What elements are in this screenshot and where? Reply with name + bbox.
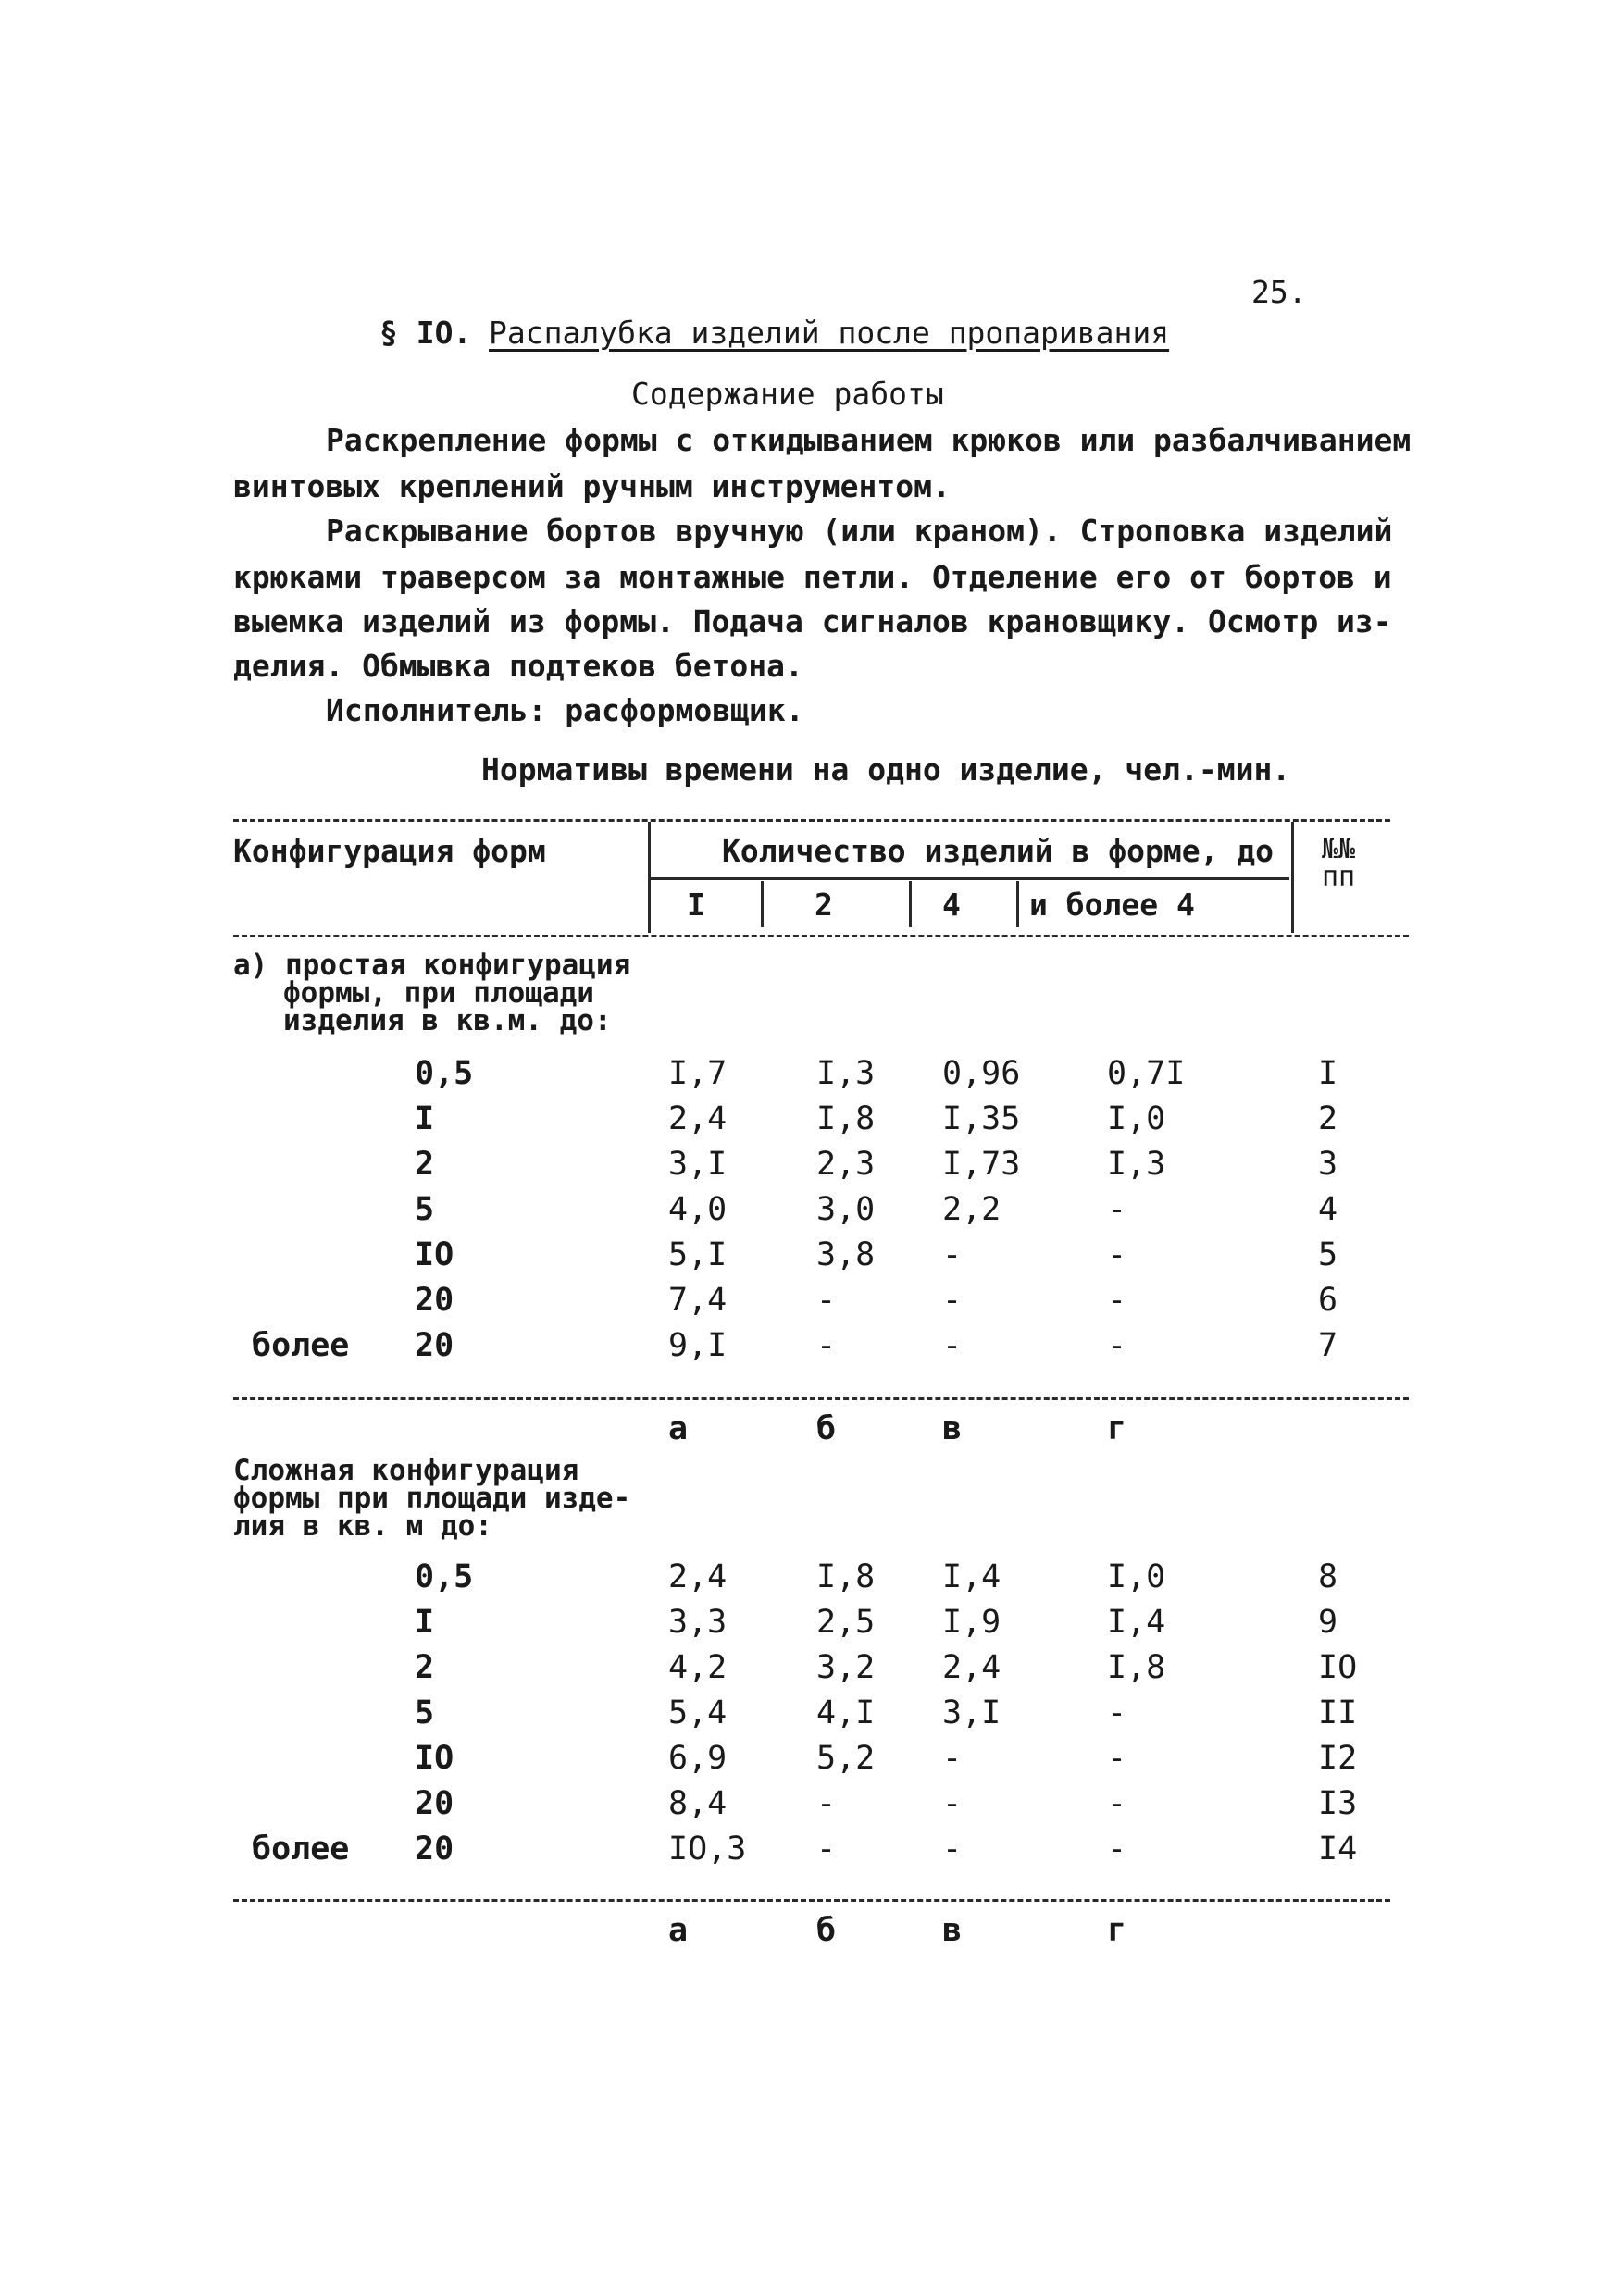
table-caption: Нормативы времени на одно изделие, чел.-мин. [481, 751, 1291, 788]
row-value-1: 5,4 [668, 1694, 728, 1731]
row-area: 20 [415, 1785, 454, 1822]
row-number: 9 [1318, 1604, 1338, 1641]
group-2-label-1: Сложная конфигурация [233, 1454, 579, 1487]
row-area: I [415, 1604, 435, 1641]
row-number: IO [1318, 1649, 1358, 1686]
row-value-4: - [942, 1785, 963, 1822]
header-num-2: пп [1322, 861, 1356, 893]
row-value-2: 2,5 [816, 1604, 876, 1641]
paragraph-2-line-1: Раскрывание бортов вручную (или краном). Строповка изделий [326, 513, 1393, 549]
row-value-more-4: - [1107, 1327, 1127, 1364]
row-value-more-4: - [1107, 1282, 1127, 1319]
group-1-label-1: а) простая конфигурация [233, 949, 631, 982]
row-value-1: I,7 [668, 1055, 728, 1092]
row-value-more-4: - [1107, 1740, 1127, 1777]
subcol-sep-2 [909, 881, 912, 927]
group-2-label-2: формы при площади изде- [233, 1482, 631, 1515]
table-rule-top [233, 819, 1390, 822]
row-number: 5 [1318, 1236, 1338, 1273]
row-area: IO [415, 1236, 454, 1273]
row-value-2: 5,2 [816, 1740, 876, 1777]
row-value-more-4: I,3 [1107, 1146, 1166, 1183]
row-value-1: 9,I [668, 1327, 728, 1364]
row-value-4: I,35 [942, 1100, 1021, 1137]
row-number: I [1318, 1055, 1338, 1092]
row-number: 8 [1318, 1558, 1338, 1595]
row-value-more-4: - [1107, 1236, 1127, 1273]
row-value-more-4: 0,7I [1107, 1055, 1186, 1092]
header-config: Конфигурация форм [233, 833, 546, 869]
row-value-4: 2,2 [942, 1191, 1001, 1228]
row-value-more-4: - [1107, 1831, 1127, 1868]
group-2-label-3: лия в кв. м до: [233, 1509, 492, 1543]
header-num-1: №№ [1322, 833, 1356, 865]
row-area: I [415, 1100, 435, 1137]
row-area: 20 [415, 1831, 454, 1868]
group-1-letter-a: а [668, 1410, 689, 1447]
row-value-more-4: I,0 [1107, 1100, 1166, 1137]
row-area: 2 [415, 1649, 435, 1686]
row-area: 20 [415, 1327, 454, 1364]
group-2-letter-g: г [1107, 1912, 1127, 1949]
table-rule-header-bottom [233, 935, 1409, 937]
subcol-3: 4 [942, 887, 961, 923]
group-1-letter-b: б [816, 1410, 837, 1447]
row-value-4: - [942, 1740, 963, 1777]
group-2-letter-b: б [816, 1912, 837, 1949]
group-1-letter-v: в [942, 1410, 963, 1447]
row-value-4: 2,4 [942, 1649, 1001, 1686]
group-1-letter-g: г [1107, 1410, 1127, 1447]
row-value-more-4: I,4 [1107, 1604, 1166, 1641]
row-number: II [1318, 1694, 1358, 1731]
subcol-2: 2 [815, 887, 833, 923]
row-value-4: - [942, 1327, 963, 1364]
row-value-2: I,8 [816, 1100, 876, 1137]
row-value-2: - [816, 1785, 837, 1822]
row-value-4: I,73 [942, 1146, 1021, 1183]
row-value-more-4: I,0 [1107, 1558, 1166, 1595]
row-value-2: 3,8 [816, 1236, 876, 1273]
row-value-1: 7,4 [668, 1282, 728, 1319]
row-value-4: - [942, 1236, 963, 1273]
row-value-2: - [816, 1831, 837, 1868]
row-value-1: 4,2 [668, 1649, 728, 1686]
row-value-1: 4,0 [668, 1191, 728, 1228]
row-prefix: более [252, 1831, 350, 1868]
subcol-sep-3 [1016, 881, 1019, 927]
row-value-1: 5,I [668, 1236, 728, 1273]
row-number: 7 [1318, 1327, 1338, 1364]
row-value-2: - [816, 1327, 837, 1364]
row-area: 2 [415, 1146, 435, 1183]
row-value-2: I,3 [816, 1055, 876, 1092]
group-2-letter-a: а [668, 1912, 689, 1949]
header-quantity: Количество изделий в форме, до [722, 833, 1275, 869]
row-number: I3 [1318, 1785, 1358, 1822]
row-number: I2 [1318, 1740, 1358, 1777]
row-value-2: 3,0 [816, 1191, 876, 1228]
row-value-more-4: I,8 [1107, 1649, 1166, 1686]
row-value-4: 0,96 [942, 1055, 1021, 1092]
table-rule-group-1-bottom [233, 1397, 1409, 1400]
row-area: 20 [415, 1282, 454, 1319]
row-number: I4 [1318, 1831, 1358, 1868]
section-number: § IO. [379, 315, 472, 351]
row-number: 4 [1318, 1191, 1338, 1228]
row-area: 0,5 [415, 1055, 474, 1092]
row-value-4: I,4 [942, 1558, 1001, 1595]
header-vline-right [1291, 822, 1294, 933]
row-number: 3 [1318, 1146, 1338, 1183]
page-number: 25. [1251, 274, 1307, 310]
content-heading: Содержание работы [631, 376, 944, 412]
row-value-2: - [816, 1282, 837, 1319]
row-value-more-4: - [1107, 1694, 1127, 1731]
row-value-1: 2,4 [668, 1100, 728, 1137]
subcol-4: и более 4 [1029, 887, 1195, 923]
paragraph-2-line-3: выемка изделий из формы. Подача сигналов крановщику. Осмотр из- [233, 603, 1392, 639]
group-2-letter-v: в [942, 1912, 963, 1949]
row-value-1: 2,4 [668, 1558, 728, 1595]
header-rule-mid [651, 877, 1289, 880]
group-1-label-3: изделия в кв.м. до: [283, 1004, 612, 1037]
subcol-1: I [687, 887, 705, 923]
row-value-2: I,8 [816, 1558, 876, 1595]
section-title: Распалубка изделий после пропаривания [489, 315, 1170, 351]
table-rule-group-2-bottom [233, 1899, 1390, 1902]
row-value-more-4: - [1107, 1785, 1127, 1822]
row-value-2: 2,3 [816, 1146, 876, 1183]
row-prefix: более [252, 1327, 350, 1364]
row-area: 5 [415, 1191, 435, 1228]
row-value-1: IO,3 [668, 1831, 747, 1868]
row-area: 5 [415, 1694, 435, 1731]
paragraph-3-line-1: Исполнитель: расформовщик. [326, 692, 804, 728]
paragraph-1-line-2: винтовых креплений ручным инструментом. [233, 468, 951, 504]
row-area: IO [415, 1740, 454, 1777]
row-value-1: 3,I [668, 1146, 728, 1183]
group-1-label-2: формы, при площади [283, 976, 594, 1010]
paragraph-2-line-2: крюками траверсом за монтажные петли. Отделение его от бортов и [233, 559, 1392, 595]
row-value-2: 3,2 [816, 1649, 876, 1686]
row-value-2: 4,I [816, 1694, 876, 1731]
row-value-more-4: - [1107, 1191, 1127, 1228]
row-value-4: I,9 [942, 1604, 1001, 1641]
subcol-sep-1 [761, 881, 764, 927]
row-number: 6 [1318, 1282, 1338, 1319]
row-value-1: 6,9 [668, 1740, 728, 1777]
row-area: 0,5 [415, 1558, 474, 1595]
paragraph-2-line-4: делия. Обмывка подтеков бетона. [233, 648, 803, 684]
row-value-4: 3,I [942, 1694, 1001, 1731]
row-value-1: 8,4 [668, 1785, 728, 1822]
row-value-4: - [942, 1282, 963, 1319]
paragraph-1-line-1: Раскрепление формы с откидыванием крюков или разбалчиванием [326, 422, 1412, 458]
row-value-4: - [942, 1831, 963, 1868]
row-number: 2 [1318, 1100, 1338, 1137]
row-value-1: 3,3 [668, 1604, 728, 1641]
